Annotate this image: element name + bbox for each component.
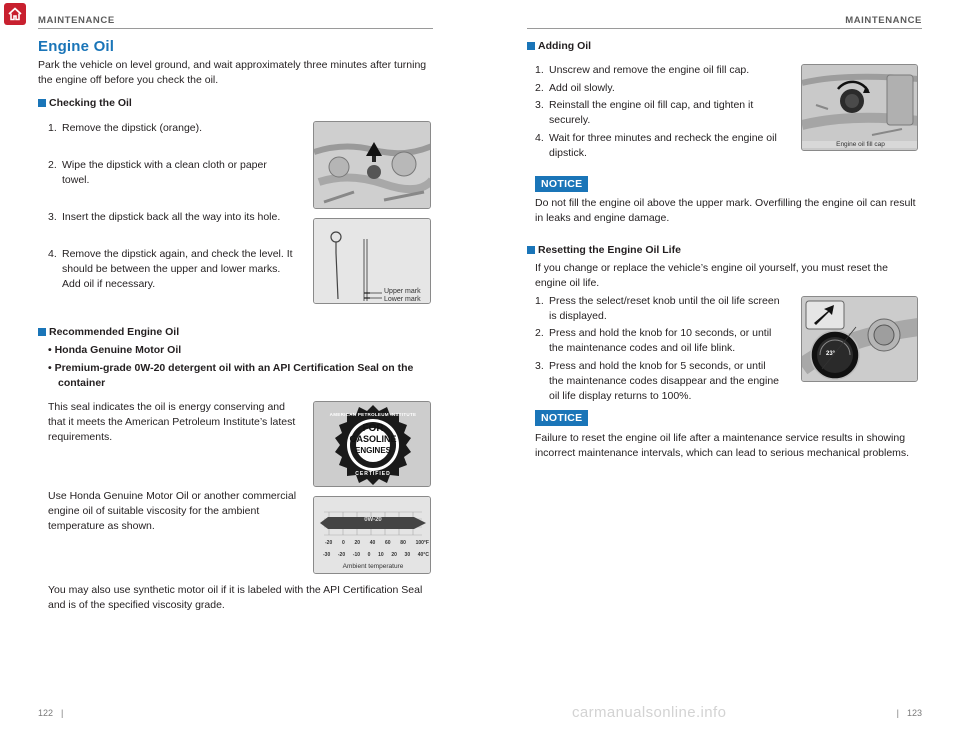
f-tick: 20 — [354, 540, 361, 546]
f-tick: 100°F — [415, 540, 429, 546]
c-tick: 10 — [378, 552, 384, 558]
adding-heading: Adding Oil — [527, 40, 591, 52]
engine-dipstick-figure — [313, 121, 431, 209]
notice-badge-1: NOTICE — [535, 176, 588, 192]
chart-caption: Ambient temperature — [342, 563, 404, 570]
f-tick: 0 — [341, 540, 345, 546]
fahrenheit-scale — [325, 540, 429, 546]
page-title: Engine Oil — [38, 38, 115, 55]
home-icon — [7, 6, 23, 22]
checking-step-1: 1. Remove the dipstick (orange). — [48, 122, 203, 134]
resetting-step-1: 1. Press the select/reset knob until the oil life screen is displayed. — [535, 295, 780, 322]
viscosity-chart-figure — [313, 496, 431, 574]
synthetic-oil-text: You may also use synthetic motor oil if it is labeled with the API Certification Seal and is of the specified viscosity grade. — [48, 584, 423, 611]
header-rule-left — [38, 28, 433, 29]
c-tick: 30 — [404, 552, 411, 558]
section-marker-icon — [38, 99, 46, 107]
gauge-readout: 23° — [826, 351, 836, 357]
oil-fill-cap-figure — [801, 64, 918, 151]
home-button[interactable] — [4, 3, 26, 25]
checking-heading: Checking the Oil — [38, 97, 132, 109]
notice-badge-2: NOTICE — [535, 410, 588, 426]
c-tick: -20 — [337, 552, 346, 558]
seal-bottom-text: CERTIFIED — [355, 471, 391, 477]
recommended-bullet-1: • Honda Genuine Motor Oil — [48, 344, 182, 356]
viscosity-description: Use Honda Genuine Motor Oil or another commercial engine oil of suitable viscosity for the ambient temperature as shown. — [48, 490, 297, 532]
seal-line-3: ENGINES — [354, 446, 391, 455]
page-number-left: 122 | — [38, 708, 64, 718]
seal-description: This seal indicates the oil is energy conserving and that it meets the American Petroleum Institute’s latest requirements. — [48, 401, 296, 443]
notice-text-1: Do not fill the engine oil above the upper mark. Overfilling the engine oil can result in leaks and engine damage. — [535, 197, 916, 224]
resetting-step-3: 3. Press and hold the knob for 5 seconds, or until the maintenance codes disappear and the engine oil life display returns to 100%. — [535, 360, 780, 402]
checking-step-2: 2. Wipe the dipstick with a clean cloth or paper towel. — [48, 159, 267, 186]
c-tick: -10 — [352, 552, 361, 558]
header-right: MAINTENANCE — [845, 15, 922, 26]
celsius-scale — [323, 552, 429, 558]
recommended-bullet-2: • Premium-grade 0W-20 detergent oil with an API Certification Seal on the container — [48, 362, 414, 389]
api-seal-figure — [313, 401, 431, 487]
instrument-panel-figure — [801, 296, 918, 382]
f-tick: 40 — [369, 540, 376, 546]
c-tick: 0 — [367, 552, 371, 558]
intro-text: Park the vehicle on level ground, and wait approximately three minutes after turning the engine off before you check the oil. — [38, 59, 427, 86]
section-marker-icon — [38, 328, 46, 336]
c-tick: 40°C — [417, 552, 429, 558]
adding-step-1: 1. Unscrew and remove the engine oil fill cap. — [535, 64, 750, 76]
notice-text-2: Failure to reset the engine oil life after a maintenance service results in showing incorrect maintenance intervals, which can lead to serious mechanical problems. — [535, 432, 910, 459]
seal-top-text: AMERICAN PETROLEUM INSTITUTE — [329, 412, 417, 417]
adding-step-3: 3. Reinstall the engine oil fill cap, and tighten it securely. — [535, 99, 754, 126]
upper-mark-label: Upper mark — [384, 288, 421, 295]
c-tick: 20 — [391, 552, 397, 558]
header-left: MAINTENANCE — [38, 15, 115, 26]
c-tick: -30 — [323, 552, 331, 558]
adding-step-2: 2. Add oil slowly. — [535, 82, 615, 94]
dipstick-marks-figure — [313, 218, 431, 304]
resetting-intro: If you change or replace the vehicle’s engine oil yourself, you must reset the engine oil life. — [535, 262, 888, 289]
checking-step-3: 3. Insert the dipstick back all the way into its hole. — [48, 211, 281, 223]
adding-step-4: 4. Wait for three minutes and recheck the engine oil dipstick. — [535, 132, 777, 159]
viscosity-grade: 0W-20 — [364, 517, 382, 523]
seal-line-2: GASOLINE — [349, 434, 397, 444]
section-marker-icon — [527, 246, 535, 254]
header-rule-right — [527, 28, 922, 29]
seal-line-1: FOR — [362, 423, 384, 434]
resetting-step-2: 2. Press and hold the knob for 10 seconds, or until the maintenance codes and oil life blink. — [535, 327, 772, 354]
page-number-right: | 123 — [896, 708, 922, 718]
section-marker-icon — [527, 42, 535, 50]
oil-fill-cap-label: Engine oil fill cap — [802, 141, 918, 148]
watermark: carmanualsonline.info — [572, 704, 727, 721]
lower-mark-label: Lower mark — [384, 296, 421, 303]
f-tick: -20 — [325, 540, 333, 546]
resetting-heading: Resetting the Engine Oil Life — [527, 244, 681, 256]
checking-step-4: 4. Remove the dipstick again, and check the level. It should be between the upper and lower marks. Add oil if necessary. — [48, 248, 293, 290]
f-tick: 60 — [385, 540, 391, 546]
f-tick: 80 — [400, 540, 406, 546]
recommended-heading: Recommended Engine Oil — [38, 326, 179, 338]
